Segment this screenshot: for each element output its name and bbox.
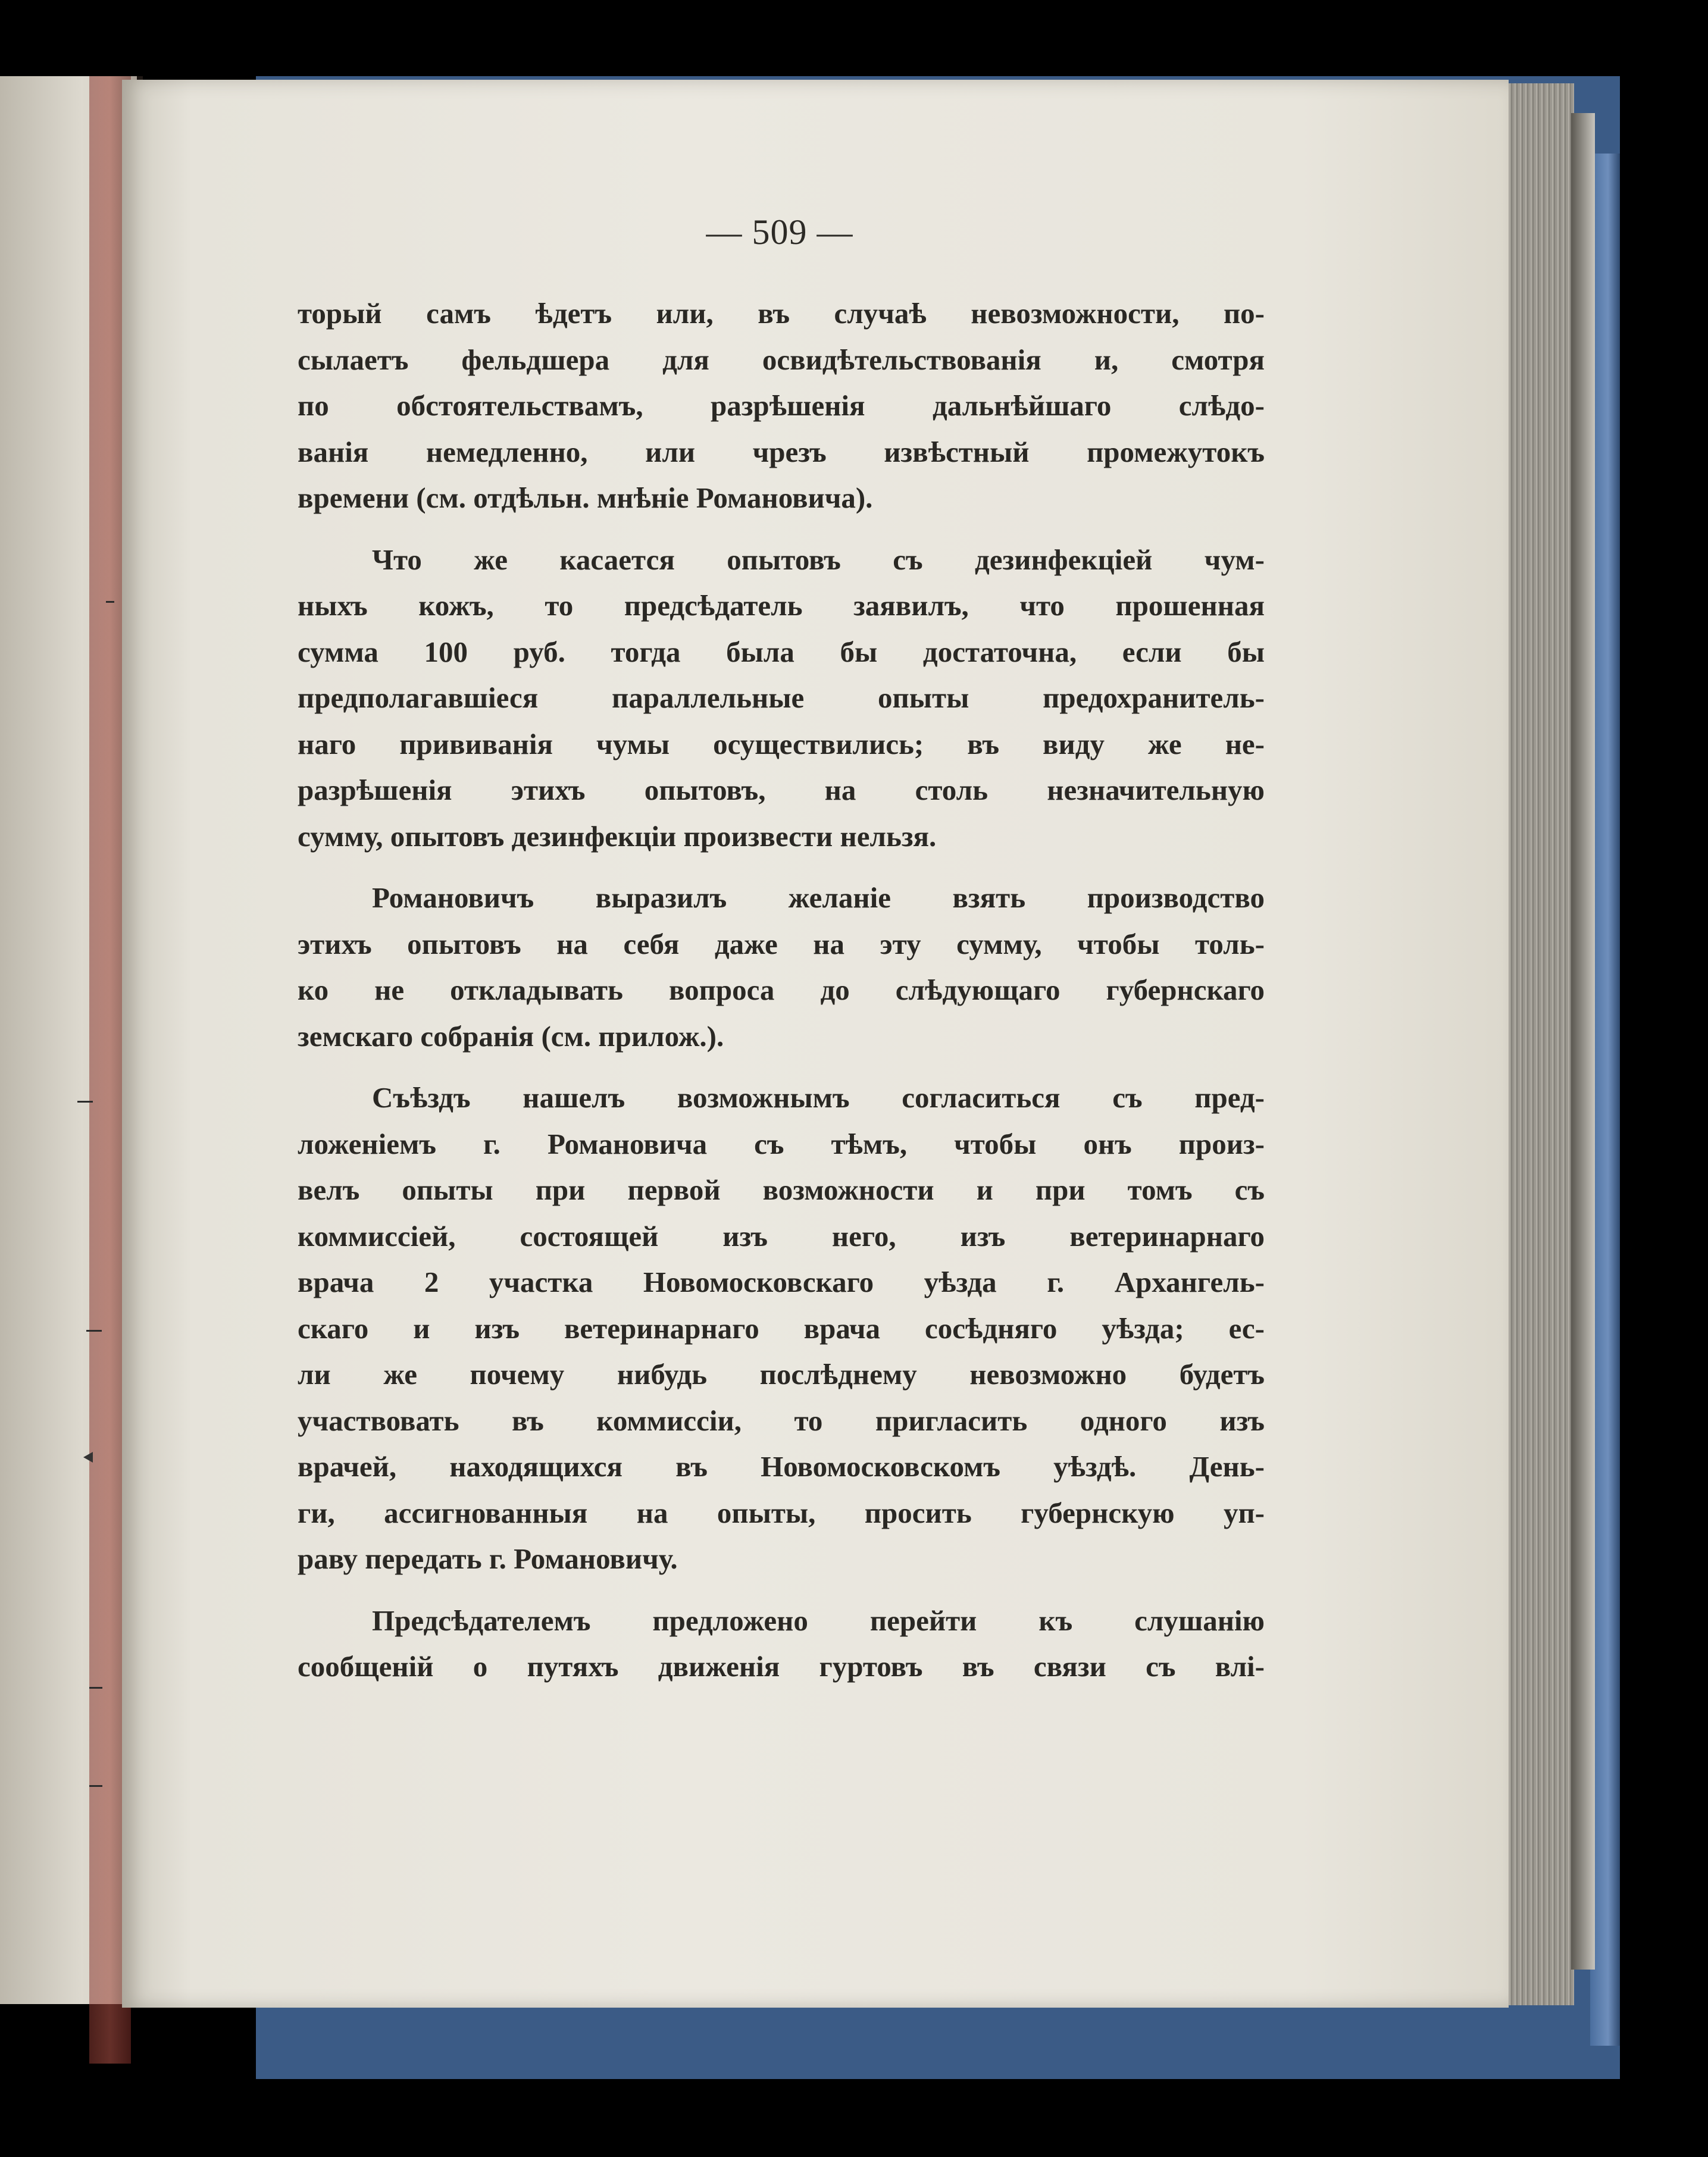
text-line: Что же касается опытовъ съ дезинфекціей чум- [372,543,1265,576]
text-line: ко не откладывать вопроса до слѣдующаго губернскаго [298,973,1265,1006]
margin-mark [89,1687,102,1689]
page-stack-shadow [1571,113,1595,1970]
text-line: ныхъ кожъ, то предсѣдатель заявилъ, что прошенная [298,589,1265,622]
text-line: сумма 100 руб. тогда была бы достаточна, если бы [298,635,1265,668]
page-text [298,290,1265,1690]
text-line: участвовать въ коммиссіи, то пригласить одного изъ [298,1404,1265,1437]
text-line: этихъ опытовъ на себя даже на эту сумму, чтобы толь- [298,927,1265,960]
text-line: врачей, находящихся въ Новомосковскомъ уѣздѣ. День- [298,1450,1265,1483]
text-line: разрѣшенія этихъ опытовъ, на столь незначительную [298,774,1265,806]
text-line: торый самъ ѣдетъ или, въ случаѣ невозможности, по- [298,297,1265,330]
text-line: ложеніемъ г. Романовича съ тѣмъ, чтобы онъ произ- [298,1127,1265,1160]
text-line: врача 2 участка Новомосковскаго уѣзда г. Архангель- [298,1266,1265,1298]
text-line: предполагавшіеся параллельные опыты предохранитель- [298,681,1265,714]
text-line: сообщеній о путяхъ движенія гуртовъ въ связи съ влі- [298,1650,1265,1683]
text-line: велъ опыты при первой возможности и при томъ съ [298,1173,1265,1206]
page-number: — 509 — [706,212,853,252]
text-line: скаго и изъ ветеринарнаго врача сосѣдняго уѣзда; ес- [298,1311,1265,1345]
text-line: времени (см. отдѣльн. мнѣніе Романовича). [298,481,873,514]
text-line: сумму, опытовъ дезинфекціи произвести нельзя. [298,819,937,853]
margin-mark [106,601,114,603]
text-line: коммиссіей, состоящей изъ него, изъ ветеринарнаго [298,1219,1265,1253]
text-line: сылаетъ фельдшера для освидѣтельствованія и, смотря [298,343,1265,376]
text-line: Съѣздъ нашелъ возможнымъ согласиться съ пред- [372,1081,1265,1114]
text-line: наго прививанія чумы осуществились; въ виду же не- [298,727,1265,760]
margin-mark [77,1101,93,1103]
margin-mark [89,1785,102,1787]
text-line: ли же почему нибудь послѣднему невозможно будетъ [298,1358,1265,1391]
text-line: по обстоятельствамъ, разрѣшенія дальнѣйшаго слѣдо- [298,389,1265,422]
text-line: ванія немедленно, или чрезъ извѣстный промежутокъ [298,435,1265,468]
margin-arrow-icon [83,1452,93,1463]
margin-mark [86,1330,102,1332]
text-line: Предсѣдателемъ предложено перейти къ слушанію [372,1604,1265,1637]
text-line: ги, ассигнованныя на опыты, просить губернскую уп- [298,1496,1265,1529]
text-line: раву передать г. Романовичу. [298,1542,678,1575]
text-line: земскаго собранія (см. прилож.). [298,1019,724,1053]
text-line: Романовичъ выразилъ желаніе взять производство [372,881,1265,914]
page-stack-edge [1503,83,1574,2005]
